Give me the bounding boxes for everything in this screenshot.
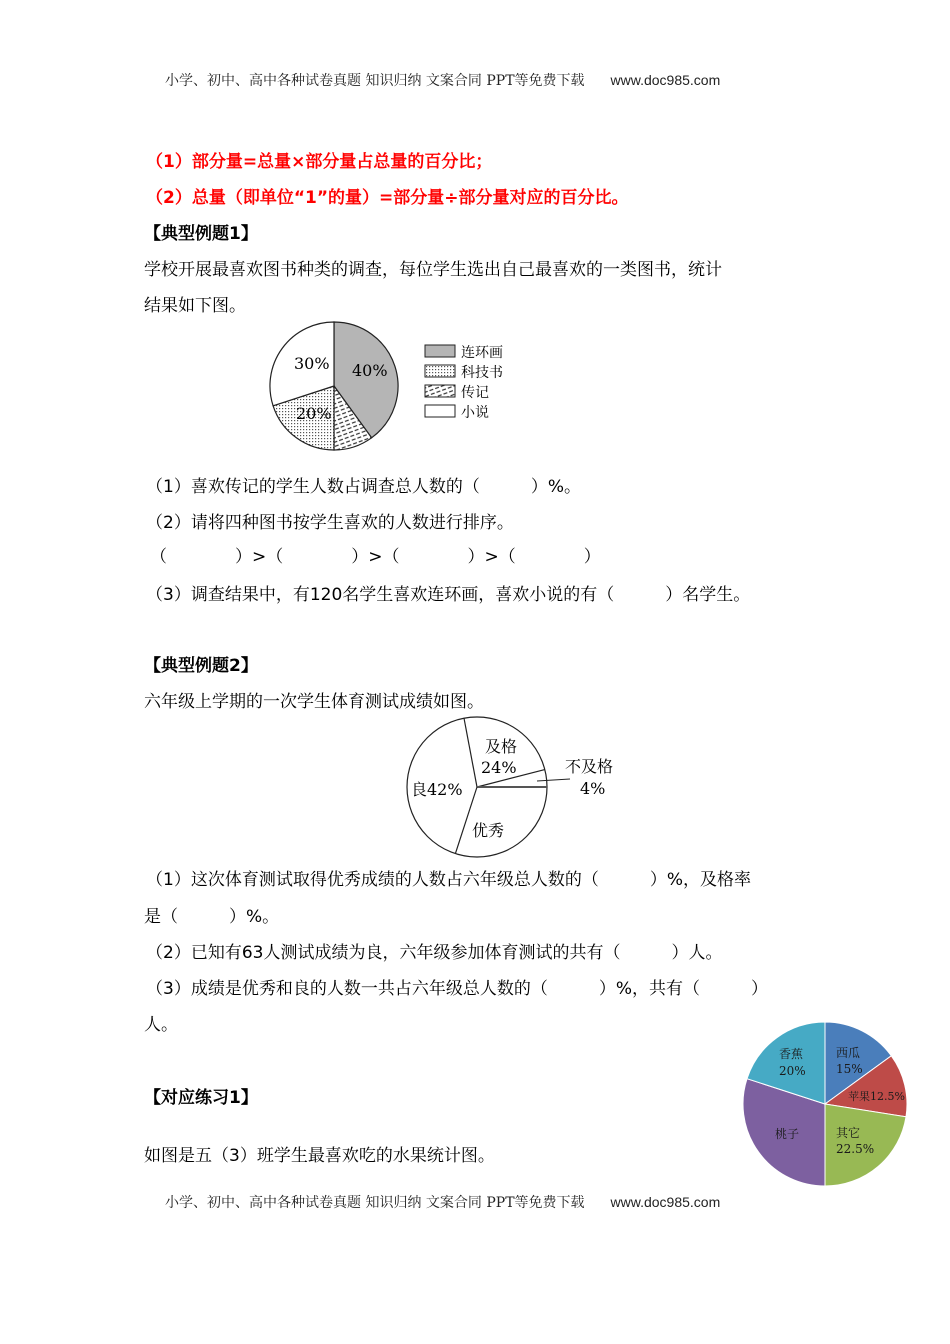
formula-1: （1）部分量=总量×部分量占总量的百分比； — [146, 152, 493, 172]
label-xiangjiao: 香蕉 — [779, 1047, 804, 1061]
label-qita: 其它 — [836, 1126, 861, 1140]
legend-lianhuanhua: 连环画 — [461, 345, 503, 361]
example1-q2-ordering: （ ）>（ ）>（ ）>（ ） — [150, 547, 601, 567]
example2-title: 【典型例题2】 — [144, 656, 258, 676]
legend-swatch-kejishu — [425, 365, 455, 377]
label-pingguo: 苹果12.5% — [848, 1090, 905, 1103]
legend-swatch-lianhuanhua — [425, 345, 455, 357]
example1-q1: （1）喜欢传记的学生人数占调查总人数的（ ）%。 — [146, 477, 581, 497]
footer-text: 小学、初中、高中各种试卷真题 知识归纳 文案合同 PPT等免费下载 — [165, 1195, 585, 1211]
example2-q1: （1）这次体育测试取得优秀成绩的人数占六年级总人数的（ ）%，及格率 — [146, 870, 751, 890]
legend-kejishu: 科技书 — [461, 365, 503, 381]
label-bujige: 不及格 — [565, 757, 614, 776]
example1-intro-line1: 学校开展最喜欢图书种类的调查，每位学生选出自己最喜欢的一类图书，统计 — [144, 260, 722, 280]
label-bujige-pct: 4% — [580, 779, 606, 798]
label-40: 40% — [352, 361, 388, 380]
example2-q1-cont: 是（ ）%。 — [144, 907, 280, 927]
page-footer — [165, 1192, 720, 1212]
label-jige: 及格 — [485, 737, 518, 756]
label-qita-pct: 22.5% — [836, 1142, 875, 1156]
header-text: 小学、初中、高中各种试卷真题 知识归纳 文案合同 PPT等免费下载 — [165, 73, 585, 89]
label-xigua: 西瓜 — [836, 1046, 861, 1060]
label-jige-pct: 24% — [481, 758, 517, 777]
label-taozi: 桃子 — [775, 1127, 800, 1141]
header-url[interactable]: www.doc985.com — [610, 72, 721, 88]
label-xigua-pct: 15% — [836, 1062, 863, 1076]
legend-zhuanji: 传记 — [461, 385, 489, 401]
example2-q3: （3）成绩是优秀和良的人数一共占六年级总人数的（ ）%，共有（ ） — [146, 979, 768, 999]
example1-q3: （3）调查结果中，有120名学生喜欢连环画，喜欢小说的有（ ）名学生。 — [146, 585, 751, 605]
legend-swatch-xiaoshuo — [425, 405, 455, 417]
example2-q2: （2）已知有63人测试成绩为良，六年级参加体育测试的共有（ ）人。 — [146, 943, 723, 963]
practice1-title: 【对应练习1】 — [144, 1088, 258, 1108]
chart-fruit-pie — [740, 1018, 912, 1190]
chart-book-preference-pie — [262, 314, 532, 454]
example1-q2: （2）请将四种图书按学生喜欢的人数进行排序。 — [146, 513, 514, 533]
example1-intro-line2: 结果如下图。 — [144, 296, 246, 316]
label-xiangjiao-pct: 20% — [779, 1064, 806, 1078]
label-youxiu: 优秀 — [472, 821, 505, 840]
chart-pe-test-pie — [395, 712, 635, 862]
example1-title: 【典型例题1】 — [144, 224, 258, 244]
formula-2: （2）总量（即单位“1”的量）=部分量÷部分量对应的百分比。 — [146, 188, 629, 208]
legend-swatch-zhuanji — [425, 385, 455, 397]
page-header — [165, 70, 720, 90]
footer-url[interactable]: www.doc985.com — [610, 1194, 721, 1210]
example2-q3-cont: 人。 — [144, 1015, 178, 1035]
label-liang: 良42% — [411, 780, 463, 799]
legend-xiaoshuo: 小说 — [461, 405, 489, 421]
label-20: 20% — [296, 404, 332, 423]
example2-intro: 六年级上学期的一次学生体育测试成绩如图。 — [144, 692, 484, 712]
practice1-intro: 如图是五（3）班学生最喜欢吃的水果统计图。 — [144, 1146, 495, 1166]
label-30: 30% — [294, 354, 330, 373]
